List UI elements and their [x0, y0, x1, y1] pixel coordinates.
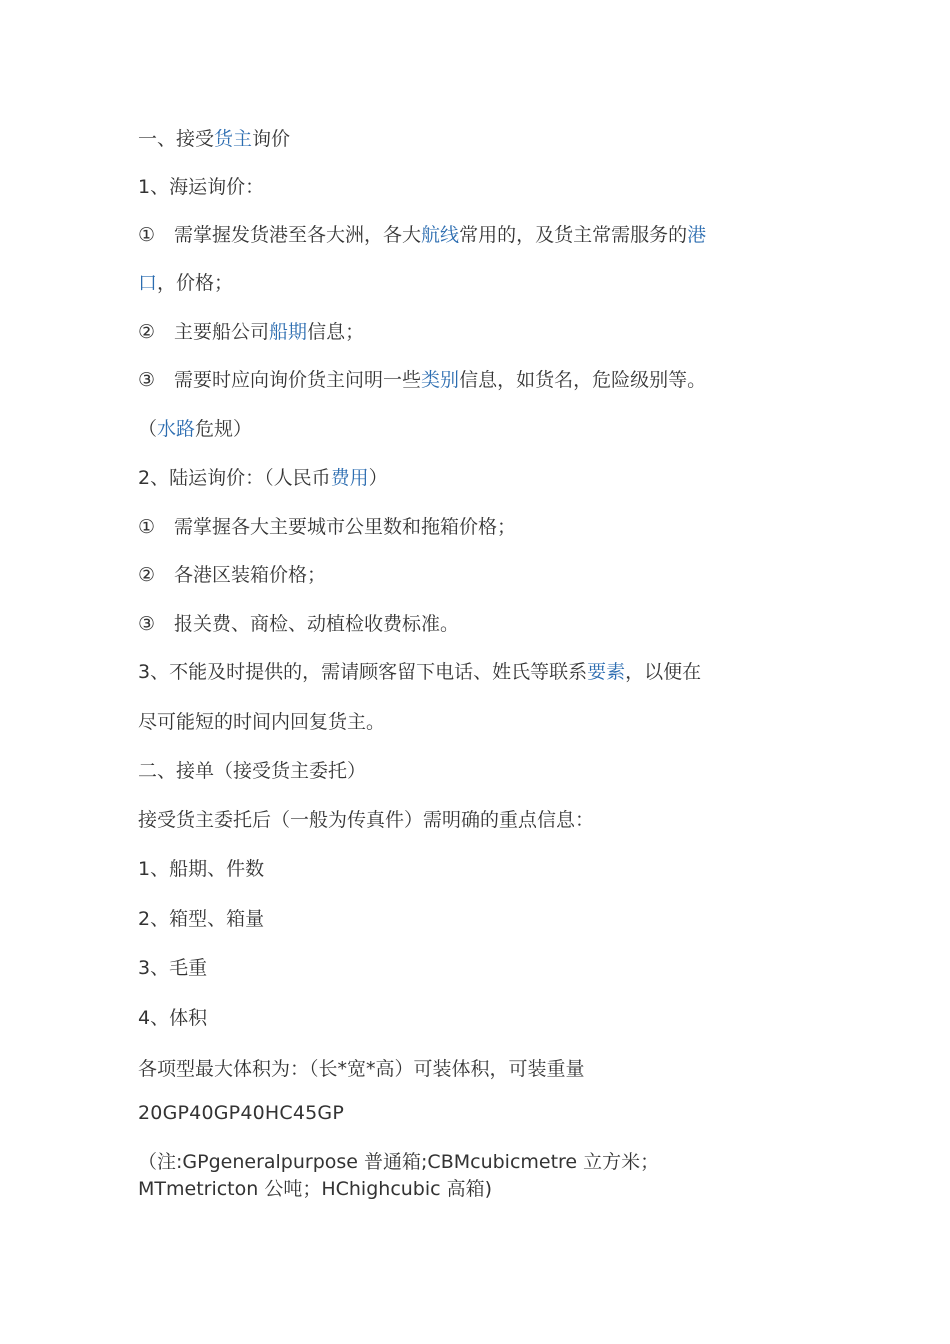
sea-item-2: ② 主要船公司船期信息；: [138, 321, 365, 343]
contact-item-cont: 尽可能短的时间内回复货主。: [138, 711, 386, 733]
volume-title: 各项型最大体积为：（长*宽*高）可装体积，可装重量: [138, 1058, 585, 1080]
link-route[interactable]: 航线: [421, 224, 460, 246]
order-item-3: 3、毛重: [138, 957, 208, 979]
link-category[interactable]: 类别: [421, 369, 460, 391]
sea-item-1-cont: 口，价格；: [138, 272, 234, 294]
land-inquiry-title: 2、陆运询价：（人民币费用）: [138, 467, 388, 489]
link-cargo-owner[interactable]: 货主: [214, 128, 253, 150]
sea-inquiry-title: 1、海运询价：: [138, 176, 265, 198]
sea-item-3: ③ 需要时应向询价货主问明一些类别信息，如货名，危险级别等。: [138, 369, 707, 391]
contact-item: 3、不能及时提供的，需请顾客留下电话、姓氏等联系要素，以便在: [138, 661, 702, 683]
note-line-2: MTmetricton 公吨；HChighcubic 高箱): [138, 1178, 493, 1200]
container-types: 20GP40GP40HC45GP: [138, 1102, 345, 1124]
order-item-1: 1、船期、件数: [138, 858, 265, 880]
land-item-1: ① 需掌握各大主要城市公里数和拖箱价格；: [138, 516, 517, 538]
sea-item-3-cont: （水路危规）: [138, 418, 253, 440]
order-item-2: 2、箱型、箱量: [138, 908, 265, 930]
section-1-title: 一、接受货主询价: [138, 128, 291, 150]
link-port-part1[interactable]: 港: [687, 224, 707, 246]
section-2-title: 二、接单（接受货主委托）: [138, 760, 367, 782]
land-item-2: ② 各港区装箱价格；: [138, 564, 327, 586]
link-elements[interactable]: 要素: [587, 661, 626, 683]
link-sailing-schedule[interactable]: 船期: [269, 321, 308, 343]
order-intro: 接受货主委托后（一般为传真件）需明确的重点信息：: [138, 809, 595, 831]
link-fees[interactable]: 费用: [330, 467, 369, 489]
order-item-4: 4、体积: [138, 1007, 208, 1029]
link-port-part2[interactable]: 口: [138, 272, 158, 294]
land-item-3: ③ 报关费、商检、动植检收费标准。: [138, 613, 460, 635]
note-line-1: （注:GPgeneralpurpose 普通箱;CBMcubicmetre 立方米；: [138, 1151, 660, 1173]
link-waterway[interactable]: 水路: [157, 418, 196, 440]
sea-item-1: ① 需掌握发货港至各大洲，各大航线常用的，及货主常需服务的港: [138, 224, 707, 246]
